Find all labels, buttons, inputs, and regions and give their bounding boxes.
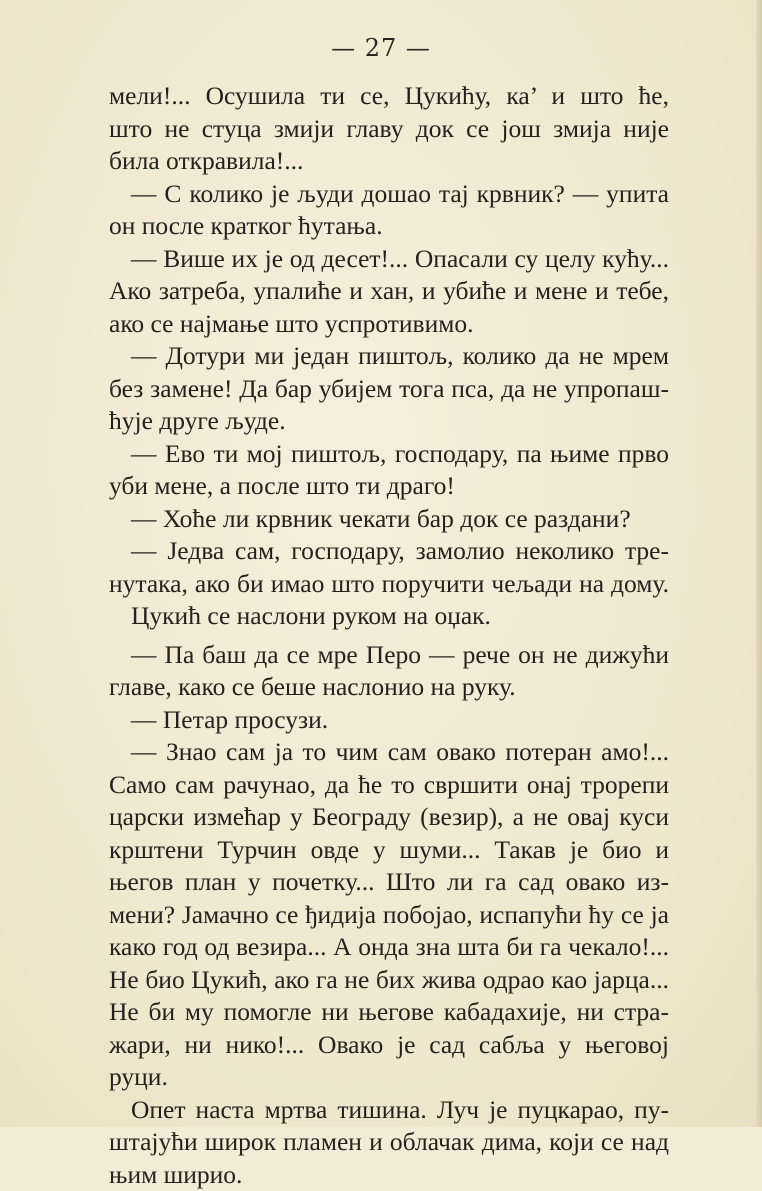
text-line: крштени Турчин овде у шуми... Такав је био и: [109, 834, 669, 867]
text-line: жари, ни нико!... Овако је сад сабља у његовој: [109, 1029, 669, 1062]
text-line: ако се најмање што успротивимо.: [109, 308, 669, 341]
text-line: Не био Цукић, ако га не бих жива одрао као јарца...: [109, 964, 669, 997]
text-line: — Петар просузи.: [109, 704, 669, 737]
text-line: без замене! Да бар убијем тога пса, да не упропаш-: [109, 373, 669, 406]
text-line: Цукић се наслони руком на оџак.: [109, 600, 669, 633]
text-line: царски измећар у Београду (везир), а не овај куси: [109, 801, 669, 834]
text-line: њим ширио.: [109, 1159, 669, 1191]
page-edge: [756, 0, 762, 1127]
text-line: он после кратког ћутања.: [109, 210, 669, 243]
text-line: — Ево ти мој пиштољ, господару, па њиме прво: [109, 438, 669, 471]
text-line: — Више их је од десет!... Опасали су целу кућу...: [109, 243, 669, 276]
text-line: — С колико је људи дошао тај крвник? — упита: [109, 178, 669, 211]
text-line: била откравила!...: [109, 145, 669, 178]
text-line: — Па баш да се мре Перо — рече он не дижући: [109, 639, 669, 672]
text-line: Ако затреба, упалиће и хан, и убиће и мене и тебе,: [109, 275, 669, 308]
text-line: главе, како се беше наслонио на руку.: [109, 671, 669, 704]
text-line: — Хоће ли крвник чекати бар док се раздани?: [109, 503, 669, 536]
text-line: мени? Јамачно се ђидија побојао, испапући ћу се ја: [109, 899, 669, 932]
text-line: мели!... Осушила ти се, Цукићу, ка’ и што ће,: [109, 80, 669, 113]
text-line: — Дотури ми један пиштољ, колико да не мрем: [109, 340, 669, 373]
text-line: руци.: [109, 1061, 669, 1094]
text-line: ћује друге људе.: [109, 405, 669, 438]
text-line: — Знао сам ја то чим сам овако потеран амо!...: [109, 736, 669, 769]
text-line: нутака, ако би имао што поручити чељади на дому.: [109, 568, 669, 601]
text-line: Не би му помогле ни његове кабадахије, ни стра-: [109, 996, 669, 1029]
text-line: штајући широк пламен и облачак дима, који се над: [109, 1126, 669, 1159]
text-line: што не стуца змији главу док се још змија није: [109, 113, 669, 146]
text-line: Опет наста мртва тишина. Луч је пуцкарао, пу-: [109, 1094, 669, 1127]
page-number: — 27 —: [0, 34, 762, 62]
body-text: [109, 80, 669, 1191]
text-line: Само сам рачунао, да ће то свршити онај трорепи: [109, 769, 669, 802]
text-line: — Једва сам, господару, замолио неколико тре-: [109, 535, 669, 568]
text-line: уби мене, а после што ти драго!: [109, 470, 669, 503]
text-line: како год од везира... А онда зна шта би га чекало!...: [109, 931, 669, 964]
text-line: његов план у почетку... Што ли га сад овако из-: [109, 866, 669, 899]
